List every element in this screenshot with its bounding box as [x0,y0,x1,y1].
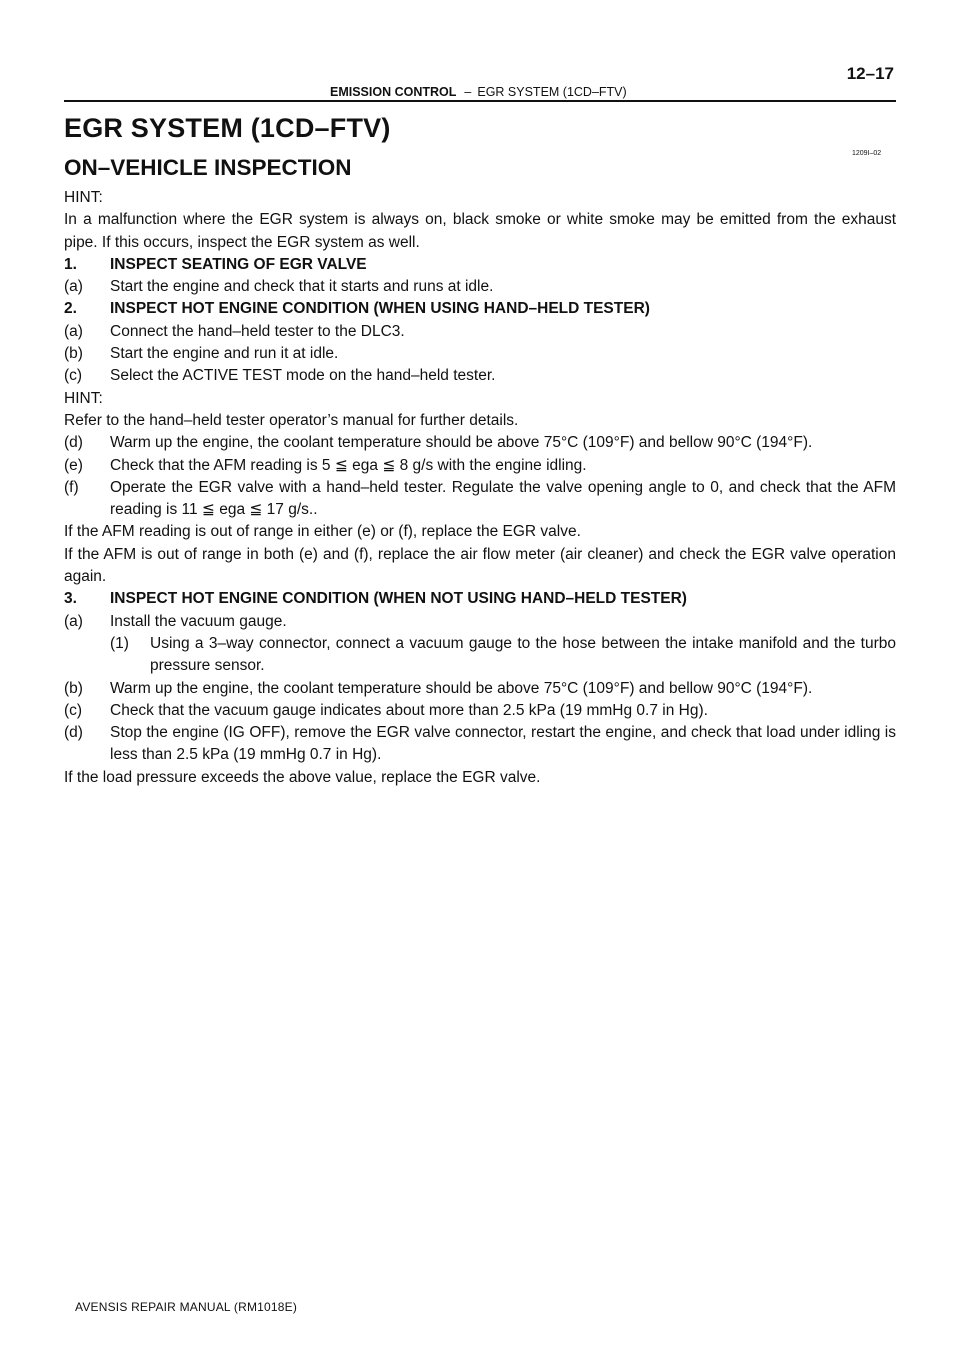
item-text: Operate the EGR valve with a hand–held tester. Regulate the valve opening angle to 0, and check that the AFM reading is 11 ≦ ega ≦ 17 g/s.. [110,478,896,519]
item-text: Start the engine and check that it starts and runs at idle. [110,278,494,296]
step-item [64,700,896,722]
step-item [64,432,896,454]
item-label: 3. [64,590,77,608]
paragraph: Refer to the hand–held tester operator’s manual for further details. [64,411,519,429]
item-text: Check that the vacuum gauge indicates about more than 2.5 kPa (19 mmHg 0.7 in Hg). [110,701,708,719]
header-rule [64,100,896,102]
item-text: Warm up the engine, the coolant temperature should be above 75°C (109°F) and bellow 90°C (194°F). [110,434,813,452]
hint-label: HINT: [64,189,103,206]
item-label: (f) [64,478,79,496]
procedure-step [64,298,896,320]
step-item [64,343,896,365]
procedure-step [64,254,896,276]
item-label: (a) [64,612,83,630]
step-item [64,678,896,700]
footer-manual-name: AVENSIS REPAIR MANUAL (RM1018E) [75,1300,298,1314]
item-label: (b) [64,679,83,697]
page-number: 12–17 [846,64,894,83]
step-item [64,722,896,767]
hint-label: HINT: [64,389,103,407]
item-label: (d) [64,724,83,742]
step-item [64,477,896,522]
item-text: Install the vacuum gauge. [110,612,287,630]
paragraph: If the AFM is out of range in both (e) and (f), replace the air flow meter (air cleaner) and check the EGR valve operation again. [64,545,896,586]
header-subsection: EGR SYSTEM (1CD–FTV) [477,85,627,99]
paragraph: In a malfunction where the EGR system is always on, black smoke or white smoke may be emitted from the exhaust pipe. If this occurs, inspect the EGR system as well. [64,211,896,251]
item-text: INSPECT HOT ENGINE CONDITION (WHEN USING HAND–HELD TESTER) [110,300,650,318]
sub-step [64,633,896,678]
item-label: (1) [110,634,129,652]
item-label: (a) [64,322,83,340]
step-item [64,455,896,477]
item-text: Using a 3–way connector, connect a vacuum gauge to the hose between the intake manifold and the turbo pressure sensor. [150,634,896,675]
item-text: Start the engine and run it at idle. [110,345,339,363]
item-label: (a) [64,278,83,296]
step-item [64,321,896,343]
item-label: (e) [64,456,83,474]
item-label: (d) [64,434,83,452]
paragraph: If the AFM reading is out of range in either (e) or (f), replace the EGR valve. [64,523,581,541]
paragraph: If the load pressure exceeds the above value, replace the EGR valve. [64,768,541,786]
item-label: 1. [64,255,77,273]
item-text: Connect the hand–held tester to the DLC3. [110,322,405,340]
step-item [64,365,896,387]
running-header [330,85,627,99]
header-section-name: EMISSION CONTROL [330,85,457,99]
page-title: EGR SYSTEM (1CD–FTV) [64,113,391,143]
section-heading: ON–VEHICLE INSPECTION [64,155,352,180]
procedure-step [64,588,896,610]
item-text: INSPECT HOT ENGINE CONDITION (WHEN NOT USING HAND–HELD TESTER) [110,590,687,608]
item-text: Check that the AFM reading is 5 ≦ ega ≦ 8 g/s with the engine idling. [110,456,587,474]
item-text: Select the ACTIVE TEST mode on the hand–held tester. [110,367,496,385]
item-text: Stop the engine (IG OFF), remove the EGR valve connector, restart the engine, and check that load under idling is less than 2.5 kPa (19 mmHg 0.7 in Hg). [110,724,896,764]
item-text: INSPECT SEATING OF EGR VALVE [110,255,367,273]
item-label: (c) [64,701,83,719]
header-dash: – [464,85,472,99]
item-label: (b) [64,345,83,363]
item-text: Warm up the engine, the coolant temperature should be above 75°C (109°F) and bellow 90°C (194°F). [110,679,813,697]
step-item [64,611,896,633]
procedure-body [64,187,896,789]
document-id: 1209I–02 [852,150,882,157]
item-label: (c) [64,367,83,385]
item-label: 2. [64,300,77,318]
step-item [64,276,896,298]
